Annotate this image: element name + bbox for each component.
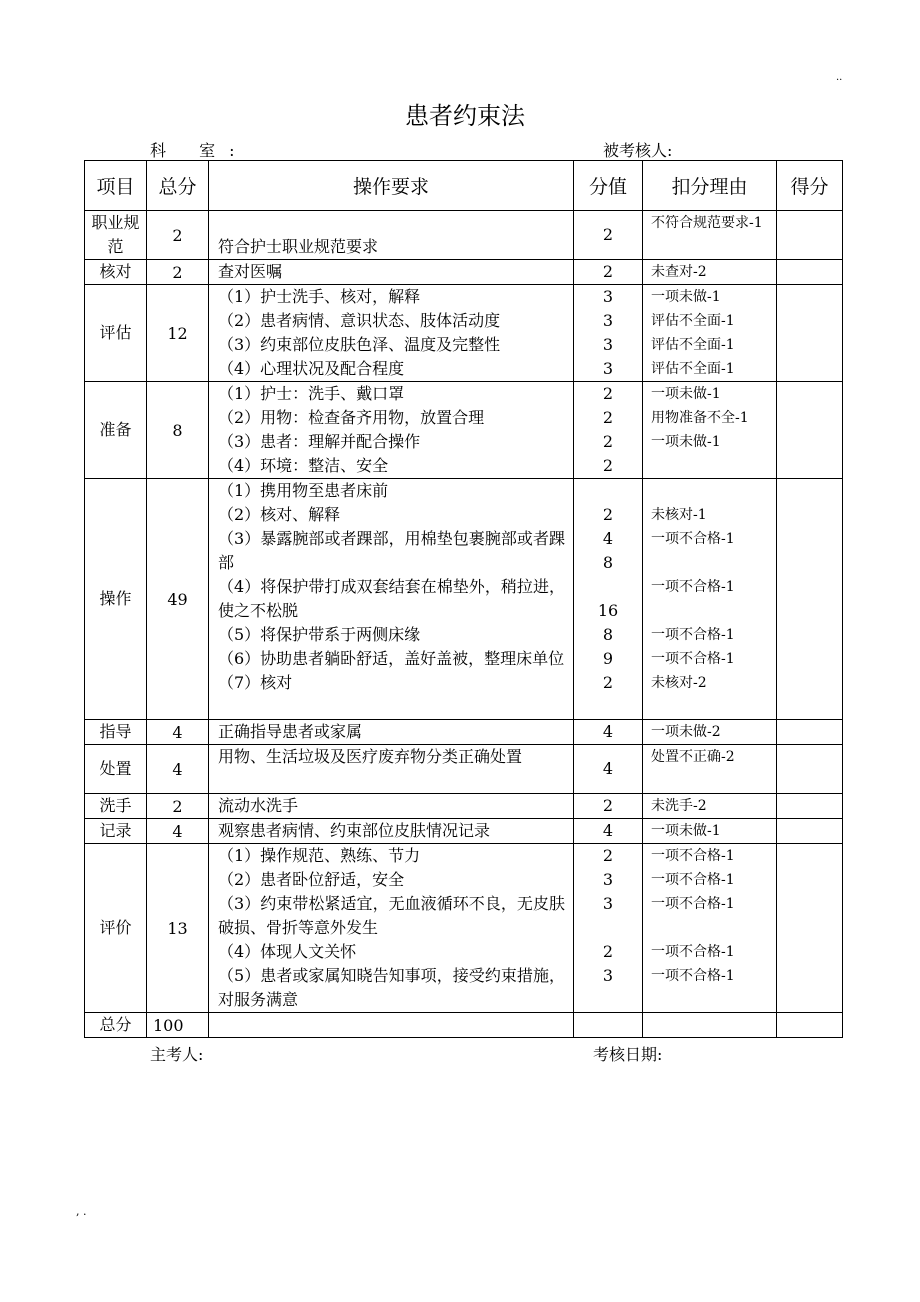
examinee-label: 被考核人: — [603, 141, 673, 160]
table-row — [85, 819, 843, 844]
table-row — [85, 844, 843, 1013]
requirement-line: （3）暴露腕部或者踝部，用棉垫包裹腕部或者踝部 — [218, 529, 565, 572]
requirement-line: （2）患者病情、意识状态、肢体活动度 — [218, 311, 501, 330]
score-cell[interactable] — [777, 382, 843, 479]
requirement-line: （4）环境：整洁、安全 — [218, 456, 389, 475]
score-cell[interactable] — [777, 285, 843, 382]
column-header-total: 总分 — [147, 161, 209, 211]
reason-line: 一项未做-1 — [651, 386, 721, 402]
value-line: 4 — [602, 529, 614, 548]
reason-line: 评估不全面-1 — [651, 337, 735, 353]
score-cell[interactable] — [777, 819, 843, 844]
value-line: 8 — [602, 625, 614, 644]
requirement-line: 正确指导患者或家属 — [218, 722, 363, 741]
value-cell — [574, 1013, 643, 1038]
table-row-total — [85, 1013, 843, 1038]
item-cell: 职业规范 — [85, 211, 147, 260]
item-cell: 处置 — [85, 745, 147, 794]
item-cell: 核对 — [85, 260, 147, 285]
item-cell: 评价 — [85, 844, 147, 1013]
reason-cell — [643, 720, 777, 745]
value-line: 2 — [602, 673, 614, 692]
reason-line: 一项不合格-1 — [651, 872, 735, 888]
reason-line: 一项不合格-1 — [651, 627, 735, 643]
value-line: 3 — [602, 966, 614, 985]
requirement-line: （1）操作规范、熟练、节力 — [218, 846, 421, 865]
item-cell: 记录 — [85, 819, 147, 844]
reason-cell — [643, 211, 777, 260]
total-cell: 8 — [147, 382, 209, 479]
exam-date-label: 考核日期: — [593, 1045, 663, 1064]
total-cell: 49 — [147, 479, 209, 720]
requirement-line: （6）协助患者躺卧舒适，盖好盖被，整理床单位 — [218, 649, 565, 668]
requirement-line: （3）约束部位皮肤色泽、温度及完整性 — [218, 335, 501, 354]
total-cell: 4 — [147, 720, 209, 745]
table-row — [85, 260, 843, 285]
reason-line: 一项不合格-1 — [651, 579, 735, 595]
item-cell: 准备 — [85, 382, 147, 479]
requirements-cell — [209, 382, 574, 479]
column-header-requirements: 操作要求 — [209, 161, 574, 211]
requirement-line: （7）核对 — [218, 673, 293, 692]
score-cell[interactable] — [777, 1013, 843, 1038]
total-cell: 12 — [147, 285, 209, 382]
value-line: 3 — [602, 311, 614, 330]
total-cell: 4 — [147, 745, 209, 794]
reason-line: 一项不合格-1 — [651, 848, 735, 864]
requirement-line: （5）将保护带系于两侧床缘 — [218, 625, 421, 644]
score-cell[interactable] — [777, 260, 843, 285]
reason-line: 用物准备不全-1 — [651, 410, 749, 426]
reason-cell — [643, 479, 777, 720]
value-line: 2 — [602, 796, 614, 815]
requirement-line: （1）护士洗手、核对，解释 — [218, 287, 421, 306]
requirement-line: （2）患者卧位舒适，安全 — [218, 870, 405, 889]
requirements-cell — [209, 745, 574, 794]
value-line: 2 — [602, 432, 614, 451]
reason-line: 一项不合格-1 — [651, 651, 735, 667]
requirement-line: 查对医嘱 — [218, 262, 283, 281]
requirement-line: （4）心理状况及配合程度 — [218, 359, 405, 378]
corner-mark-bottom: , . — [76, 1205, 87, 1218]
reason-line: 一项不合格-1 — [651, 896, 735, 912]
table-row — [85, 382, 843, 479]
value-cell — [574, 794, 643, 819]
value-line: 8 — [602, 553, 614, 572]
requirement-line: （3）患者：理解并配合操作 — [218, 432, 421, 451]
requirement-line: （4）体现人文关怀 — [218, 942, 357, 961]
reason-line: 评估不全面-1 — [651, 313, 735, 329]
reason-cell — [643, 285, 777, 382]
requirement-line: （3）约束带松紧适宜，无血液循环不良，无皮肤破损、骨折等意外发生 — [218, 894, 565, 937]
value-line: 9 — [602, 649, 614, 668]
table-row — [85, 745, 843, 794]
requirements-cell — [209, 794, 574, 819]
requirements-cell — [209, 1013, 574, 1038]
examiner-label: 主考人: — [150, 1045, 204, 1064]
value-line: 3 — [602, 287, 614, 306]
column-header-value: 分值 — [574, 161, 643, 211]
total-cell: 100 — [147, 1013, 209, 1038]
requirements-cell — [209, 844, 574, 1013]
score-cell[interactable] — [777, 844, 843, 1013]
value-cell — [574, 211, 643, 260]
reason-line: 一项不合格-1 — [651, 944, 735, 960]
value-cell — [574, 260, 643, 285]
reason-line: 未核对-1 — [651, 507, 707, 523]
value-line: 2 — [602, 408, 614, 427]
requirement-line: 观察患者病情、约束部位皮肤情况记录 — [218, 821, 491, 840]
requirement-line: （2）核对、解释 — [218, 505, 341, 524]
requirement-line: 流动水洗手 — [218, 796, 299, 815]
value-cell — [574, 720, 643, 745]
table-row — [85, 211, 843, 260]
item-cell: 指导 — [85, 720, 147, 745]
total-cell: 2 — [147, 260, 209, 285]
value-line: 2 — [602, 846, 614, 865]
column-header-reason: 扣分理由 — [643, 161, 777, 211]
reason-cell — [643, 260, 777, 285]
score-cell[interactable] — [777, 720, 843, 745]
value-line: 3 — [602, 894, 614, 913]
value-cell — [574, 382, 643, 479]
score-cell[interactable] — [777, 211, 843, 260]
corner-mark-top: .. — [836, 72, 843, 83]
total-cell: 2 — [147, 211, 209, 260]
column-header-item: 项目 — [85, 161, 147, 211]
value-line: 4 — [602, 759, 614, 778]
value-line: 3 — [602, 359, 614, 378]
table-header-row — [85, 161, 843, 211]
requirement-line: （1）护士：洗手、戴口罩 — [218, 384, 405, 403]
reason-line: 未查对-2 — [651, 264, 707, 280]
value-line: 2 — [602, 225, 614, 244]
reason-cell — [643, 844, 777, 1013]
score-cell[interactable] — [777, 479, 843, 720]
requirements-cell — [209, 479, 574, 720]
total-cell: 2 — [147, 794, 209, 819]
reason-cell — [643, 745, 777, 794]
total-cell: 13 — [147, 844, 209, 1013]
value-cell — [574, 479, 643, 720]
score-cell[interactable] — [777, 745, 843, 794]
value-line: 2 — [602, 456, 614, 475]
requirement-line: （1）携用物至患者床前 — [218, 481, 389, 500]
column-header-score: 得分 — [777, 161, 843, 211]
item-cell: 操作 — [85, 479, 147, 720]
item-cell: 评估 — [85, 285, 147, 382]
requirement-line: （4）将保护带打成双套结套在棉垫外，稍拉进，使之不松脱 — [218, 577, 565, 620]
value-cell — [574, 844, 643, 1013]
requirements-cell — [209, 260, 574, 285]
page-title: 患者约束法 — [405, 102, 525, 130]
value-line: 2 — [602, 262, 614, 281]
value-line: 4 — [602, 821, 614, 840]
requirements-cell — [209, 211, 574, 260]
score-cell[interactable] — [777, 794, 843, 819]
requirements-cell — [209, 819, 574, 844]
value-cell — [574, 285, 643, 382]
reason-line: 不符合规范要求-1 — [651, 215, 763, 231]
table-row — [85, 285, 843, 382]
reason-line: 一项不合格-1 — [651, 968, 735, 984]
requirement-line: 用物、生活垃圾及医疗废弃物分类正确处置 — [218, 747, 523, 766]
requirement-line: 符合护士职业规范要求 — [218, 237, 379, 256]
value-line: 16 — [597, 601, 619, 620]
value-cell — [574, 819, 643, 844]
value-line: 4 — [602, 722, 614, 741]
total-cell: 4 — [147, 819, 209, 844]
reason-cell — [643, 382, 777, 479]
value-line: 2 — [602, 942, 614, 961]
reason-line: 评估不全面-1 — [651, 361, 735, 377]
reason-cell — [643, 1013, 777, 1038]
table-row — [85, 720, 843, 745]
item-cell: 洗手 — [85, 794, 147, 819]
requirement-line: （5）患者或家属知晓告知事项，接受约束措施，对服务满意 — [218, 966, 565, 1009]
value-cell — [574, 745, 643, 794]
value-line: 2 — [602, 505, 614, 524]
reason-line: 未核对-2 — [651, 675, 707, 691]
table-row — [85, 479, 843, 720]
reason-line: 一项未做-2 — [651, 724, 721, 740]
requirement-line: （2）用物：检查备齐用物，放置合理 — [218, 408, 485, 427]
reason-line: 处置不正确-2 — [651, 749, 735, 765]
reason-cell — [643, 819, 777, 844]
reason-line: 一项未做-1 — [651, 289, 721, 305]
requirements-cell — [209, 720, 574, 745]
reason-line: 一项未做-1 — [651, 823, 721, 839]
reason-cell — [643, 794, 777, 819]
item-cell: 总分 — [85, 1013, 147, 1038]
reason-line: 未洗手-2 — [651, 798, 707, 814]
department-label: 科 室: — [150, 141, 249, 160]
value-line: 2 — [602, 384, 614, 403]
scoring-table — [84, 160, 843, 1038]
value-line: 3 — [602, 335, 614, 354]
requirements-cell — [209, 285, 574, 382]
value-line: 3 — [602, 870, 614, 889]
reason-line: 一项未做-1 — [651, 434, 721, 450]
reason-line: 一项不合格-1 — [651, 531, 735, 547]
table-row — [85, 794, 843, 819]
